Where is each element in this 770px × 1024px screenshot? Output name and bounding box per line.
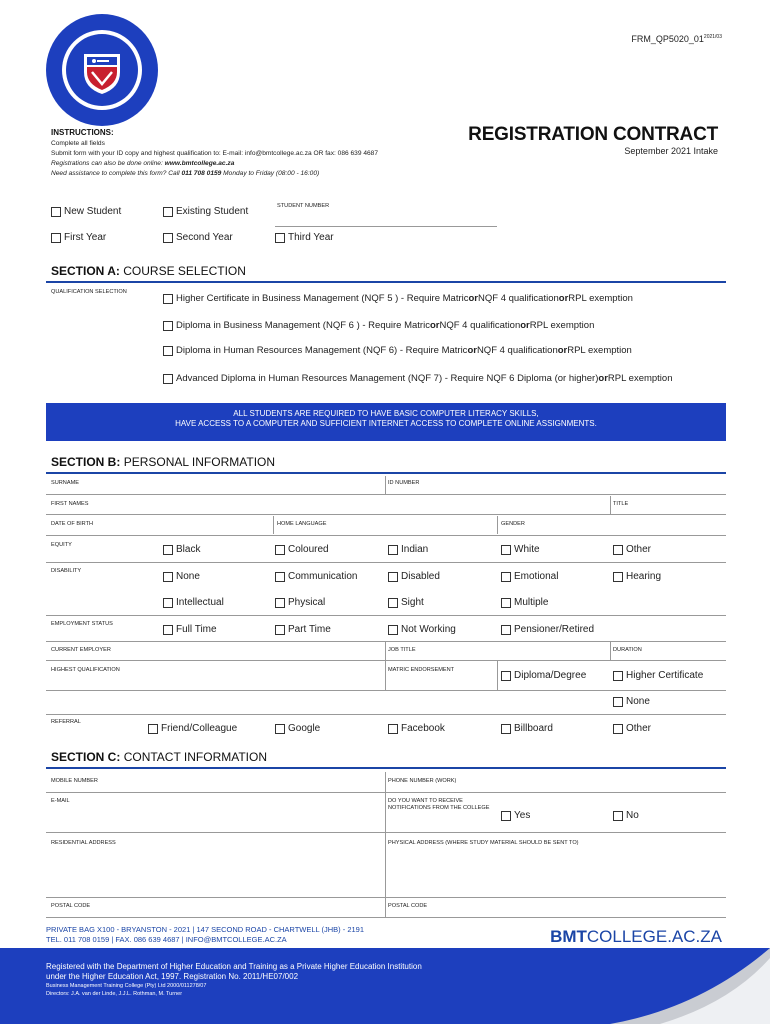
qualification-option[interactable]: Advanced Diploma in Human Resources Management (NQF 7) - Require NQF 6 Diploma (or higher) or RPL exemption [163,373,673,384]
id-number-label: ID NUMBER [388,480,420,486]
student-number-field[interactable] [275,226,497,227]
disability-emotional-checkbox[interactable]: Emotional [501,571,558,582]
dob-row-field[interactable] [46,535,726,536]
notify-no-checkbox[interactable]: No [613,810,639,821]
equity-other-checkbox[interactable]: Other [613,544,651,555]
surname-field[interactable] [46,494,726,495]
instructions: INSTRUCTIONS: Complete all fields Submit form with your ID copy and highest qualification to: E-mail: info@bmtcollege.ac.za OR fax: 086 639 4687 Registrations can also be done online: www.bmtcollege.ac.za Need assistance to complete this form? Call 011 708 0159 Monday to Friday (08:00 - 16:00) [51,128,379,177]
disability-hearing-checkbox[interactable]: Hearing [613,571,661,582]
employment-status-label: EMPLOYMENT STATUS [51,621,113,627]
disability-none-checkbox[interactable]: None [163,571,200,582]
disability-communication-checkbox[interactable]: Communication [275,571,357,582]
postal-code-label-2: POSTAL CODE [388,903,428,909]
intake-label: September 2021 Intake [624,146,718,156]
college-logo [44,12,160,128]
existing-student-checkbox[interactable]: Existing Student [163,206,248,217]
notify-yes-checkbox[interactable]: Yes [501,810,530,821]
qualification-option[interactable]: Diploma in Business Management (NQF 6 ) - Require Matric or NQF 4 qualification or RPL exemption [163,320,594,331]
job-title-label: JOB TITLE [388,647,416,653]
equity-black-checkbox[interactable]: Black [163,544,200,555]
referral-other-checkbox[interactable]: Other [613,723,651,734]
duration-label: DURATION [613,647,642,653]
section-b-divider [46,472,726,474]
college-address: PRIVATE BAG X100 - BRYANSTON - 2021 | 147 SECOND ROAD - CHARTWELL (JHB) - 2191 TEL. 011 708 0159 | FAX. 086 639 4687 | INFO@BMTCOLLEGE.AC.ZA [46,925,365,944]
highest-qualification-label: HIGHEST QUALIFICATION [51,667,120,673]
first-year-checkbox[interactable]: First Year [51,232,106,243]
first-names-label: FIRST NAMES [51,501,89,507]
mobile-field[interactable] [46,792,726,793]
surname-label: SURNAME [51,480,79,486]
equity-label: EQUITY [51,542,72,548]
mobile-label: MOBILE NUMBER [51,778,98,784]
student-number-label: STUDENT NUMBER [277,203,330,209]
disability-disabled-checkbox[interactable]: Disabled [388,571,440,582]
referral-friend-checkbox[interactable]: Friend/Colleague [148,723,237,734]
notifications-label: DO YOU WANT TO RECEIVE NOTIFICATIONS FROM THE COLLEGE [388,798,490,811]
college-website: BMTCOLLEGE.AC.ZA [550,927,722,946]
matric-endorsement-label: MATRIC ENDORSEMENT [388,667,455,673]
referral-billboard-checkbox[interactable]: Billboard [501,723,553,734]
qual-highercert-checkbox[interactable]: Higher Certificate [613,670,703,681]
email-field[interactable] [46,832,726,833]
qual-diploma-checkbox[interactable]: Diploma/Degree [501,670,586,681]
qualification-option[interactable]: Diploma in Human Resources Management (NQF 6) - Require Matric or NQF 4 qualification or RPL exemption [163,345,632,356]
section-b-heading: SECTION B: PERSONAL INFORMATION [51,455,276,469]
equity-white-checkbox[interactable]: White [501,544,540,555]
phone-work-label: PHONE NUMBER (WORK) [388,778,457,784]
home-language-label: HOME LANGUAGE [277,521,327,527]
form-code: $FRM\_QP5020\_01^{2021/03}$ [631,34,722,44]
address-field[interactable] [46,897,726,898]
equity-coloured-checkbox[interactable]: Coloured [275,544,329,555]
new-student-checkbox[interactable]: New Student [51,206,121,217]
third-year-checkbox[interactable]: Third Year [275,232,334,243]
second-year-checkbox[interactable]: Second Year [163,232,233,243]
referral-google-checkbox[interactable]: Google [275,723,320,734]
employment-pensioner-checkbox[interactable]: Pensioner/Retired [501,624,594,635]
email-label: E-MAIL [51,798,70,804]
residential-address-label: RESIDENTIAL ADDRESS [51,840,116,846]
section-a-divider [46,281,726,283]
referral-label: REFERRAL [51,719,81,725]
title-label: TITLE [613,501,629,507]
current-employer-label: CURRENT EMPLOYER [51,647,111,653]
first-names-field[interactable] [46,514,726,515]
qual-none-checkbox[interactable]: None [613,696,650,707]
dob-label: DATE OF BIRTH [51,521,94,527]
computer-literacy-banner: ALL STUDENTS ARE REQUIRED TO HAVE BASIC COMPUTER LITERACY SKILLS, HAVE ACCESS TO A COMPUTER AND SUFFICIENT INTERNET ACCESS TO COMPLETE ONLINE ASSIGNMENTS. [46,403,726,441]
employment-notworking-checkbox[interactable]: Not Working [388,624,456,635]
section-a-heading: SECTION A: COURSE SELECTION [51,264,246,278]
postal-code-field[interactable] [46,917,726,918]
section-c-heading: SECTION C: CONTACT INFORMATION [51,750,268,764]
footer-swoosh [570,948,770,1024]
registration-footer: Registered with the Department of Higher Education and Training as a Private Higher Education Institution under the Higher Education Act, 1997. Registration No. 2011/HE07/002 Business Management Training College (Pty) Ltd 2000/011278/07 Directors: J.A. van der Linde, J.J.L. Rothman, M. Turner [0,948,770,1024]
physical-address-label: PHYSICAL ADDRESS (WHERE STUDY MATERIAL SHOULD BE SENT TO) [388,840,579,846]
postal-code-label: POSTAL CODE [51,903,91,909]
employer-field[interactable] [46,660,726,661]
disability-sight-checkbox[interactable]: Sight [388,597,424,608]
employment-parttime-checkbox[interactable]: Part Time [275,624,331,635]
disability-multiple-checkbox[interactable]: Multiple [501,597,548,608]
disability-physical-checkbox[interactable]: Physical [275,597,325,608]
qualification-option[interactable]: Higher Certificate in Business Management (NQF 5 ) - Require Matric or NQF 4 qualification or RPL exemption [163,293,633,304]
disability-intellectual-checkbox[interactable]: Intellectual [163,597,224,608]
referral-facebook-checkbox[interactable]: Facebook [388,723,445,734]
section-c-divider [46,767,726,769]
disability-label: DISABILITY [51,568,82,574]
equity-indian-checkbox[interactable]: Indian [388,544,428,555]
qualification-selection-label: QUALIFICATION SELECTION [51,289,127,295]
gender-label: GENDER [501,521,525,527]
employment-fulltime-checkbox[interactable]: Full Time [163,624,217,635]
page-title: REGISTRATION CONTRACT [468,124,718,145]
